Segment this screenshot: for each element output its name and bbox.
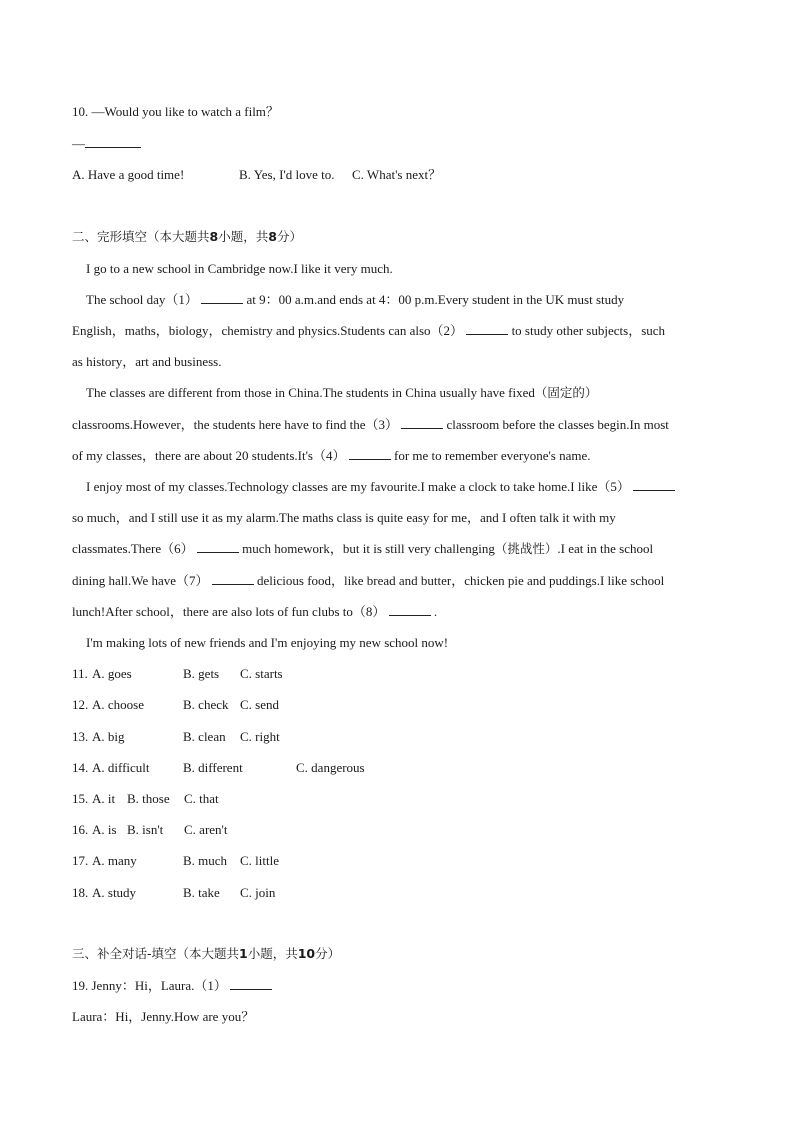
- passage-p3-line1: [86, 384, 597, 402]
- q18-option-a: A. study: [92, 885, 137, 900]
- q12-num: 12.: [72, 697, 89, 712]
- q10-option-a: A. Have a good time!: [72, 167, 185, 182]
- passage-p4-line1: [86, 478, 675, 496]
- blank-8[interactable]: [389, 603, 431, 616]
- blank-4[interactable]: [349, 447, 391, 460]
- q11-option-b: B. gets: [183, 666, 220, 681]
- section3-heading-mid: 小题，共: [247, 946, 298, 961]
- passage-gloss: （挑战性）: [494, 541, 558, 556]
- q13-option-c: C. right: [240, 729, 280, 744]
- q13-option-b: B. clean: [183, 729, 226, 744]
- dialog-blank-1[interactable]: [230, 977, 272, 990]
- q10-answer-line: [72, 135, 141, 153]
- q16-option-c: C. aren't: [184, 822, 228, 837]
- section3-heading: [72, 945, 340, 963]
- q17-option-b: B. much: [183, 853, 228, 868]
- section3-score: 10: [297, 946, 316, 961]
- q10-option-b: B. Yes, I'd love to.: [239, 167, 335, 182]
- passage-p4-line4: [72, 572, 664, 590]
- q12-option-a: A. choose: [92, 697, 144, 712]
- section2-count: 8: [209, 229, 219, 244]
- q15-option-b: B. those: [127, 791, 170, 806]
- section3-heading-post: 分）: [315, 946, 341, 961]
- q19-line: [72, 977, 272, 995]
- passage-p4-line2: so much，and I still use it as my alarm.The maths class is quite easy for me，and I often talk it with my: [72, 510, 616, 525]
- passage-text: for me to remember everyone's name.: [393, 448, 591, 463]
- passage-p5: I'm making lots of new friends and I'm enjoying my new school now!: [86, 635, 449, 650]
- q10-option-c: C. What's next？: [352, 167, 442, 182]
- passage-text: The classes are different from those in China.The students in China usually have fixed: [86, 385, 535, 400]
- passage-text: at 9：00 a.m.and ends at 4：00 p.m.Every student in the UK must study: [246, 292, 625, 307]
- q11-option-a: A. goes: [92, 666, 132, 681]
- passage-p1: I go to a new school in Cambridge now.I like it very much.: [86, 261, 393, 276]
- q17-option-a: A. many: [92, 853, 137, 868]
- passage-p4-line5: [72, 603, 437, 621]
- answer-blank[interactable]: [85, 135, 141, 148]
- q12-option-c: C. send: [240, 697, 279, 712]
- q16-option-a: A. is: [92, 822, 117, 837]
- passage-p2-line3: as history，art and business.: [72, 354, 222, 369]
- blank-5[interactable]: [633, 478, 675, 491]
- passage-text: delicious food，like bread and butter，chicken pie and puddings.I like school: [257, 573, 665, 588]
- q14-option-a: A. difficult: [92, 760, 150, 775]
- blank-1[interactable]: [201, 291, 243, 304]
- section3-heading-pre: 三、补全对话-填空（本大题共: [72, 946, 240, 961]
- blank-6[interactable]: [197, 540, 239, 553]
- passage-text: English，maths，biology，chemistry and physics.Students can also（2）: [72, 323, 464, 338]
- passage-text: I enjoy most of my classes.Technology classes are my favourite.I make a clock to take home.I like（5）: [86, 479, 630, 494]
- section2-heading-post: 分）: [276, 229, 302, 244]
- q14-option-c: C. dangerous: [296, 760, 365, 775]
- q18-option-c: C. join: [240, 885, 276, 900]
- passage-text: lunch!After school，there are also lots of fun clubs to（8）: [72, 604, 386, 619]
- passage-text: of my classes，there are about 20 students.It's（4）: [72, 448, 346, 463]
- section2-score: 8: [268, 229, 277, 244]
- section2-heading-pre: 二、完形填空（本大题共: [72, 229, 210, 244]
- q19-text: 19. Jenny：Hi，Laura.（1）: [72, 978, 227, 993]
- q13-num: 13.: [72, 729, 89, 744]
- q14-option-b: B. different: [183, 760, 243, 775]
- q18-option-b: B. take: [183, 885, 220, 900]
- passage-text: classroom before the classes begin.In most: [446, 417, 669, 432]
- q15-option-a: A. it: [92, 791, 116, 806]
- passage-text: dining hall.We have（7）: [72, 573, 209, 588]
- passage-p2-line2: [72, 322, 665, 340]
- section2-heading: [72, 228, 302, 246]
- q10-question: 10. —Would you like to watch a film？: [72, 104, 279, 119]
- passage-text: classrooms.However，the students here have to find the（3）: [72, 417, 399, 432]
- q16-num: 16.: [72, 822, 89, 837]
- passage-text: .: [433, 604, 438, 619]
- passage-p3-line2: [72, 416, 669, 434]
- passage-p2-line1: [86, 291, 624, 309]
- q16-option-b: B. isn't: [127, 822, 164, 837]
- passage-p3-line3: [72, 447, 591, 465]
- passage-text: to study other subjects，such: [511, 323, 666, 338]
- q17-num: 17.: [72, 853, 89, 868]
- passage-gloss: （固定的）: [534, 385, 598, 400]
- q11-num: 11.: [72, 666, 88, 681]
- passage-p4-line3: [72, 540, 653, 558]
- laura-line: Laura：Hi，Jenny.How are you？: [72, 1009, 255, 1024]
- q15-num: 15.: [72, 791, 89, 806]
- q13-option-a: A. big: [92, 729, 125, 744]
- section3-count: 1: [239, 946, 248, 961]
- passage-text: much homework，but it is still very challenging: [242, 541, 495, 556]
- passage-text: classmates.There（6）: [72, 541, 194, 556]
- passage-text: The school day（1）: [86, 292, 198, 307]
- q18-num: 18.: [72, 885, 89, 900]
- q17-option-c: C. little: [240, 853, 279, 868]
- blank-3[interactable]: [401, 416, 443, 429]
- q12-option-b: B. check: [183, 697, 229, 712]
- q14-num: 14.: [72, 760, 89, 775]
- q15-option-c: C. that: [184, 791, 219, 806]
- blank-2[interactable]: [466, 322, 508, 335]
- blank-7[interactable]: [212, 572, 254, 585]
- section2-heading-mid: 小题，共: [218, 229, 269, 244]
- passage-text: .I eat in the school: [557, 541, 654, 556]
- q11-option-c: C. starts: [240, 666, 283, 681]
- q10-answer-prefix: —: [72, 136, 85, 151]
